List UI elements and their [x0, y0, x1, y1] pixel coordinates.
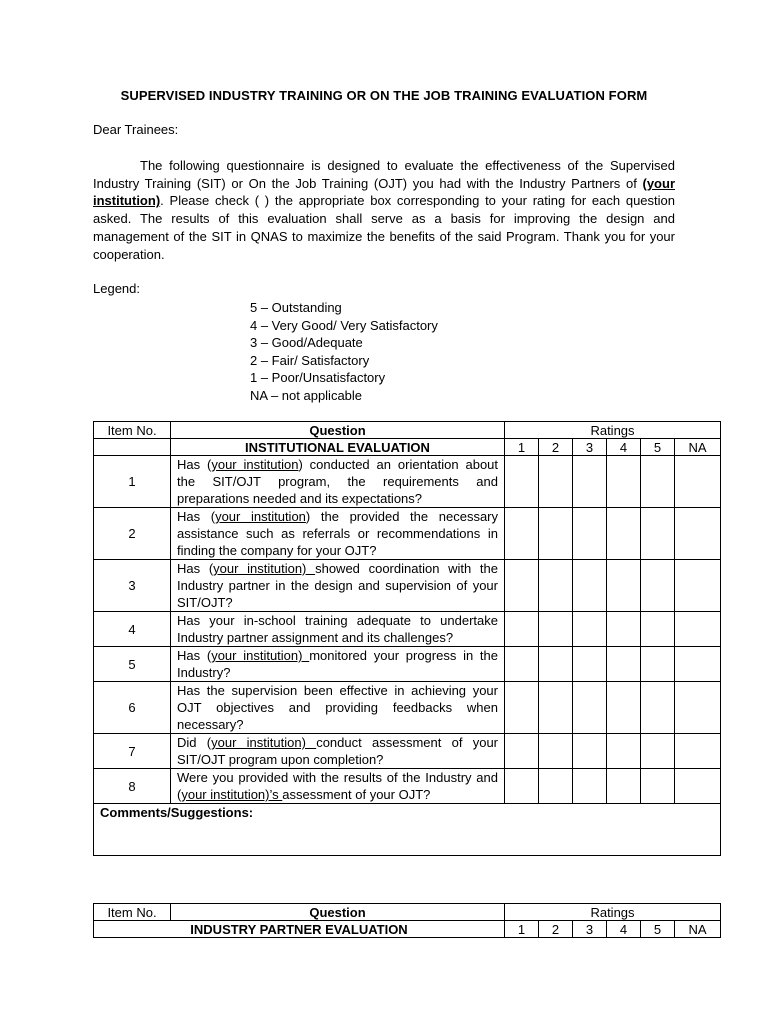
- rating-cell[interactable]: [539, 456, 573, 508]
- question-row: [94, 734, 721, 769]
- rating-scale-label: 4: [607, 921, 641, 938]
- question-row: [94, 456, 721, 508]
- question-row: [94, 647, 721, 682]
- rating-cell[interactable]: [675, 769, 721, 804]
- legend-item: 3 – Good/Adequate: [250, 335, 363, 351]
- question-text: Has (your institution) monitored your progress in the Industry?: [171, 647, 505, 682]
- legend-item: 2 – Fair/ Satisfactory: [250, 352, 370, 368]
- question-row: [94, 769, 721, 804]
- rating-cell[interactable]: [675, 560, 721, 612]
- rating-scale-label: NA: [675, 921, 721, 938]
- question-text: Has (your institution) the provided the necessary assistance such as referrals or recommendations in finding the company for your OJT?: [171, 508, 505, 560]
- rating-cell[interactable]: [573, 560, 607, 612]
- rating-cell[interactable]: [539, 734, 573, 769]
- question-header: Question: [171, 904, 505, 921]
- item-number: 8: [94, 769, 171, 804]
- item-number: 4: [94, 612, 171, 647]
- rating-cell[interactable]: [505, 682, 539, 734]
- rating-scale-label: 1: [505, 439, 539, 456]
- rating-cell[interactable]: [607, 560, 641, 612]
- rating-cell[interactable]: [675, 508, 721, 560]
- rating-cell[interactable]: [505, 508, 539, 560]
- question-text: Has the supervision been effective in achieving your OJT objectives and providing feedbacks when necessary?: [171, 682, 505, 734]
- rating-scale-label: 3: [573, 921, 607, 938]
- legend-list: [250, 299, 438, 405]
- rating-cell[interactable]: [539, 560, 573, 612]
- rating-cell[interactable]: [505, 612, 539, 647]
- rating-cell[interactable]: [607, 682, 641, 734]
- item-number: 5: [94, 647, 171, 682]
- question-row: [94, 560, 721, 612]
- rating-scale-label: 2: [539, 921, 573, 938]
- rating-cell[interactable]: [607, 734, 641, 769]
- rating-scale-label: NA: [675, 439, 721, 456]
- rating-cell[interactable]: [641, 508, 675, 560]
- intro-institution: (your institution): [93, 175, 675, 209]
- rating-cell[interactable]: [539, 508, 573, 560]
- rating-cell[interactable]: [641, 682, 675, 734]
- item-no-header: Item No.: [94, 422, 171, 439]
- item-number: 3: [94, 560, 171, 612]
- rating-cell[interactable]: [573, 647, 607, 682]
- legend-item: NA – not applicable: [250, 387, 363, 403]
- rating-cell[interactable]: [539, 682, 573, 734]
- intro-paragraph: [93, 157, 675, 263]
- question-row: [94, 508, 721, 560]
- rating-cell[interactable]: [505, 734, 539, 769]
- rating-cell[interactable]: [573, 456, 607, 508]
- rating-cell[interactable]: [573, 769, 607, 804]
- rating-cell[interactable]: [675, 682, 721, 734]
- form-title: SUPERVISED INDUSTRY TRAINING OR ON THE JOB TRAINING EVALUATION FORM: [120, 88, 648, 103]
- rating-cell[interactable]: [607, 508, 641, 560]
- rating-cell[interactable]: [607, 769, 641, 804]
- rating-cell[interactable]: [539, 647, 573, 682]
- question-text: Has your in-school training adequate to undertake Industry partner assignment and its challenges?: [171, 612, 505, 647]
- item-number: 2: [94, 508, 171, 560]
- rating-scale-label: 5: [641, 921, 675, 938]
- rating-cell[interactable]: [539, 769, 573, 804]
- rating-cell[interactable]: [675, 734, 721, 769]
- rating-cell[interactable]: [641, 560, 675, 612]
- rating-cell[interactable]: [573, 508, 607, 560]
- rating-cell[interactable]: [573, 734, 607, 769]
- rating-cell[interactable]: [641, 769, 675, 804]
- question-row: [94, 682, 721, 734]
- question-row: [94, 612, 721, 647]
- question-text: Has (your institution) conducted an orientation about the SIT/OJT program, the requirements and preparations needed and its expectations?: [171, 456, 505, 508]
- rating-cell[interactable]: [505, 647, 539, 682]
- rating-cell[interactable]: [573, 612, 607, 647]
- item-number: 6: [94, 682, 171, 734]
- rating-cell[interactable]: [641, 647, 675, 682]
- legend-item: 5 – Outstanding: [250, 300, 342, 315]
- industry-partner-evaluation-table: [93, 903, 721, 938]
- rating-cell[interactable]: [641, 734, 675, 769]
- rating-cell[interactable]: [641, 456, 675, 508]
- salutation: Dear Trainees:: [93, 122, 179, 137]
- legend-item: 4 – Very Good/ Very Satisfactory: [250, 317, 438, 333]
- comments-field[interactable]: Comments/Suggestions:: [94, 804, 721, 856]
- rating-cell[interactable]: [607, 647, 641, 682]
- rating-cell[interactable]: [505, 456, 539, 508]
- ratings-header: Ratings: [505, 904, 721, 921]
- question-header: Question: [171, 422, 505, 439]
- legend-label: Legend:: [93, 281, 140, 296]
- item-number: 1: [94, 456, 171, 508]
- ratings-header: Ratings: [505, 422, 721, 439]
- rating-cell[interactable]: [573, 682, 607, 734]
- intro-text-1: The following questionnaire is designed to evaluate the effectiveness of the Supervised Industry Training (SIT) or On the Job Training (OJT) you had with the Industry Partners of: [93, 158, 675, 191]
- rating-scale-label: 5: [641, 439, 675, 456]
- rating-scale-label: 3: [573, 439, 607, 456]
- rating-scale-label: 1: [505, 921, 539, 938]
- item-number: 7: [94, 734, 171, 769]
- institutional-evaluation-table: [93, 421, 721, 856]
- rating-scale-label: 2: [539, 439, 573, 456]
- section-header: INDUSTRY PARTNER EVALUATION: [94, 921, 505, 938]
- rating-scale-label: 4: [607, 439, 641, 456]
- question-text: Were you provided with the results of the Industry and (your institution)’s assessment of your OJT?: [171, 769, 505, 804]
- question-text: Has (your institution) showed coordination with the Industry partner in the design and supervision of your SIT/OJT?: [171, 560, 505, 612]
- item-no-header: Item No.: [94, 904, 171, 921]
- question-text: Did (your institution) conduct assessment of your SIT/OJT program upon completion?: [171, 734, 505, 769]
- rating-cell[interactable]: [505, 560, 539, 612]
- rating-cell[interactable]: [607, 612, 641, 647]
- rating-cell[interactable]: [675, 456, 721, 508]
- legend-item: 1 – Poor/Unsatisfactory: [250, 370, 386, 386]
- section-header: INSTITUTIONAL EVALUATION: [171, 439, 505, 456]
- rating-cell[interactable]: [675, 647, 721, 682]
- rating-cell[interactable]: [675, 612, 721, 647]
- rating-cell[interactable]: [539, 612, 573, 647]
- rating-cell[interactable]: [505, 769, 539, 804]
- intro-text-2: . Please check ( ) the appropriate box corresponding to your rating for each question asked. The results of this evaluation shall serve as a basis for improving the design and management of the SIT in QNAS to maximize the benefits of the said Program. Thank you for your cooperation.: [93, 193, 675, 262]
- rating-cell[interactable]: [607, 456, 641, 508]
- rating-cell[interactable]: [641, 612, 675, 647]
